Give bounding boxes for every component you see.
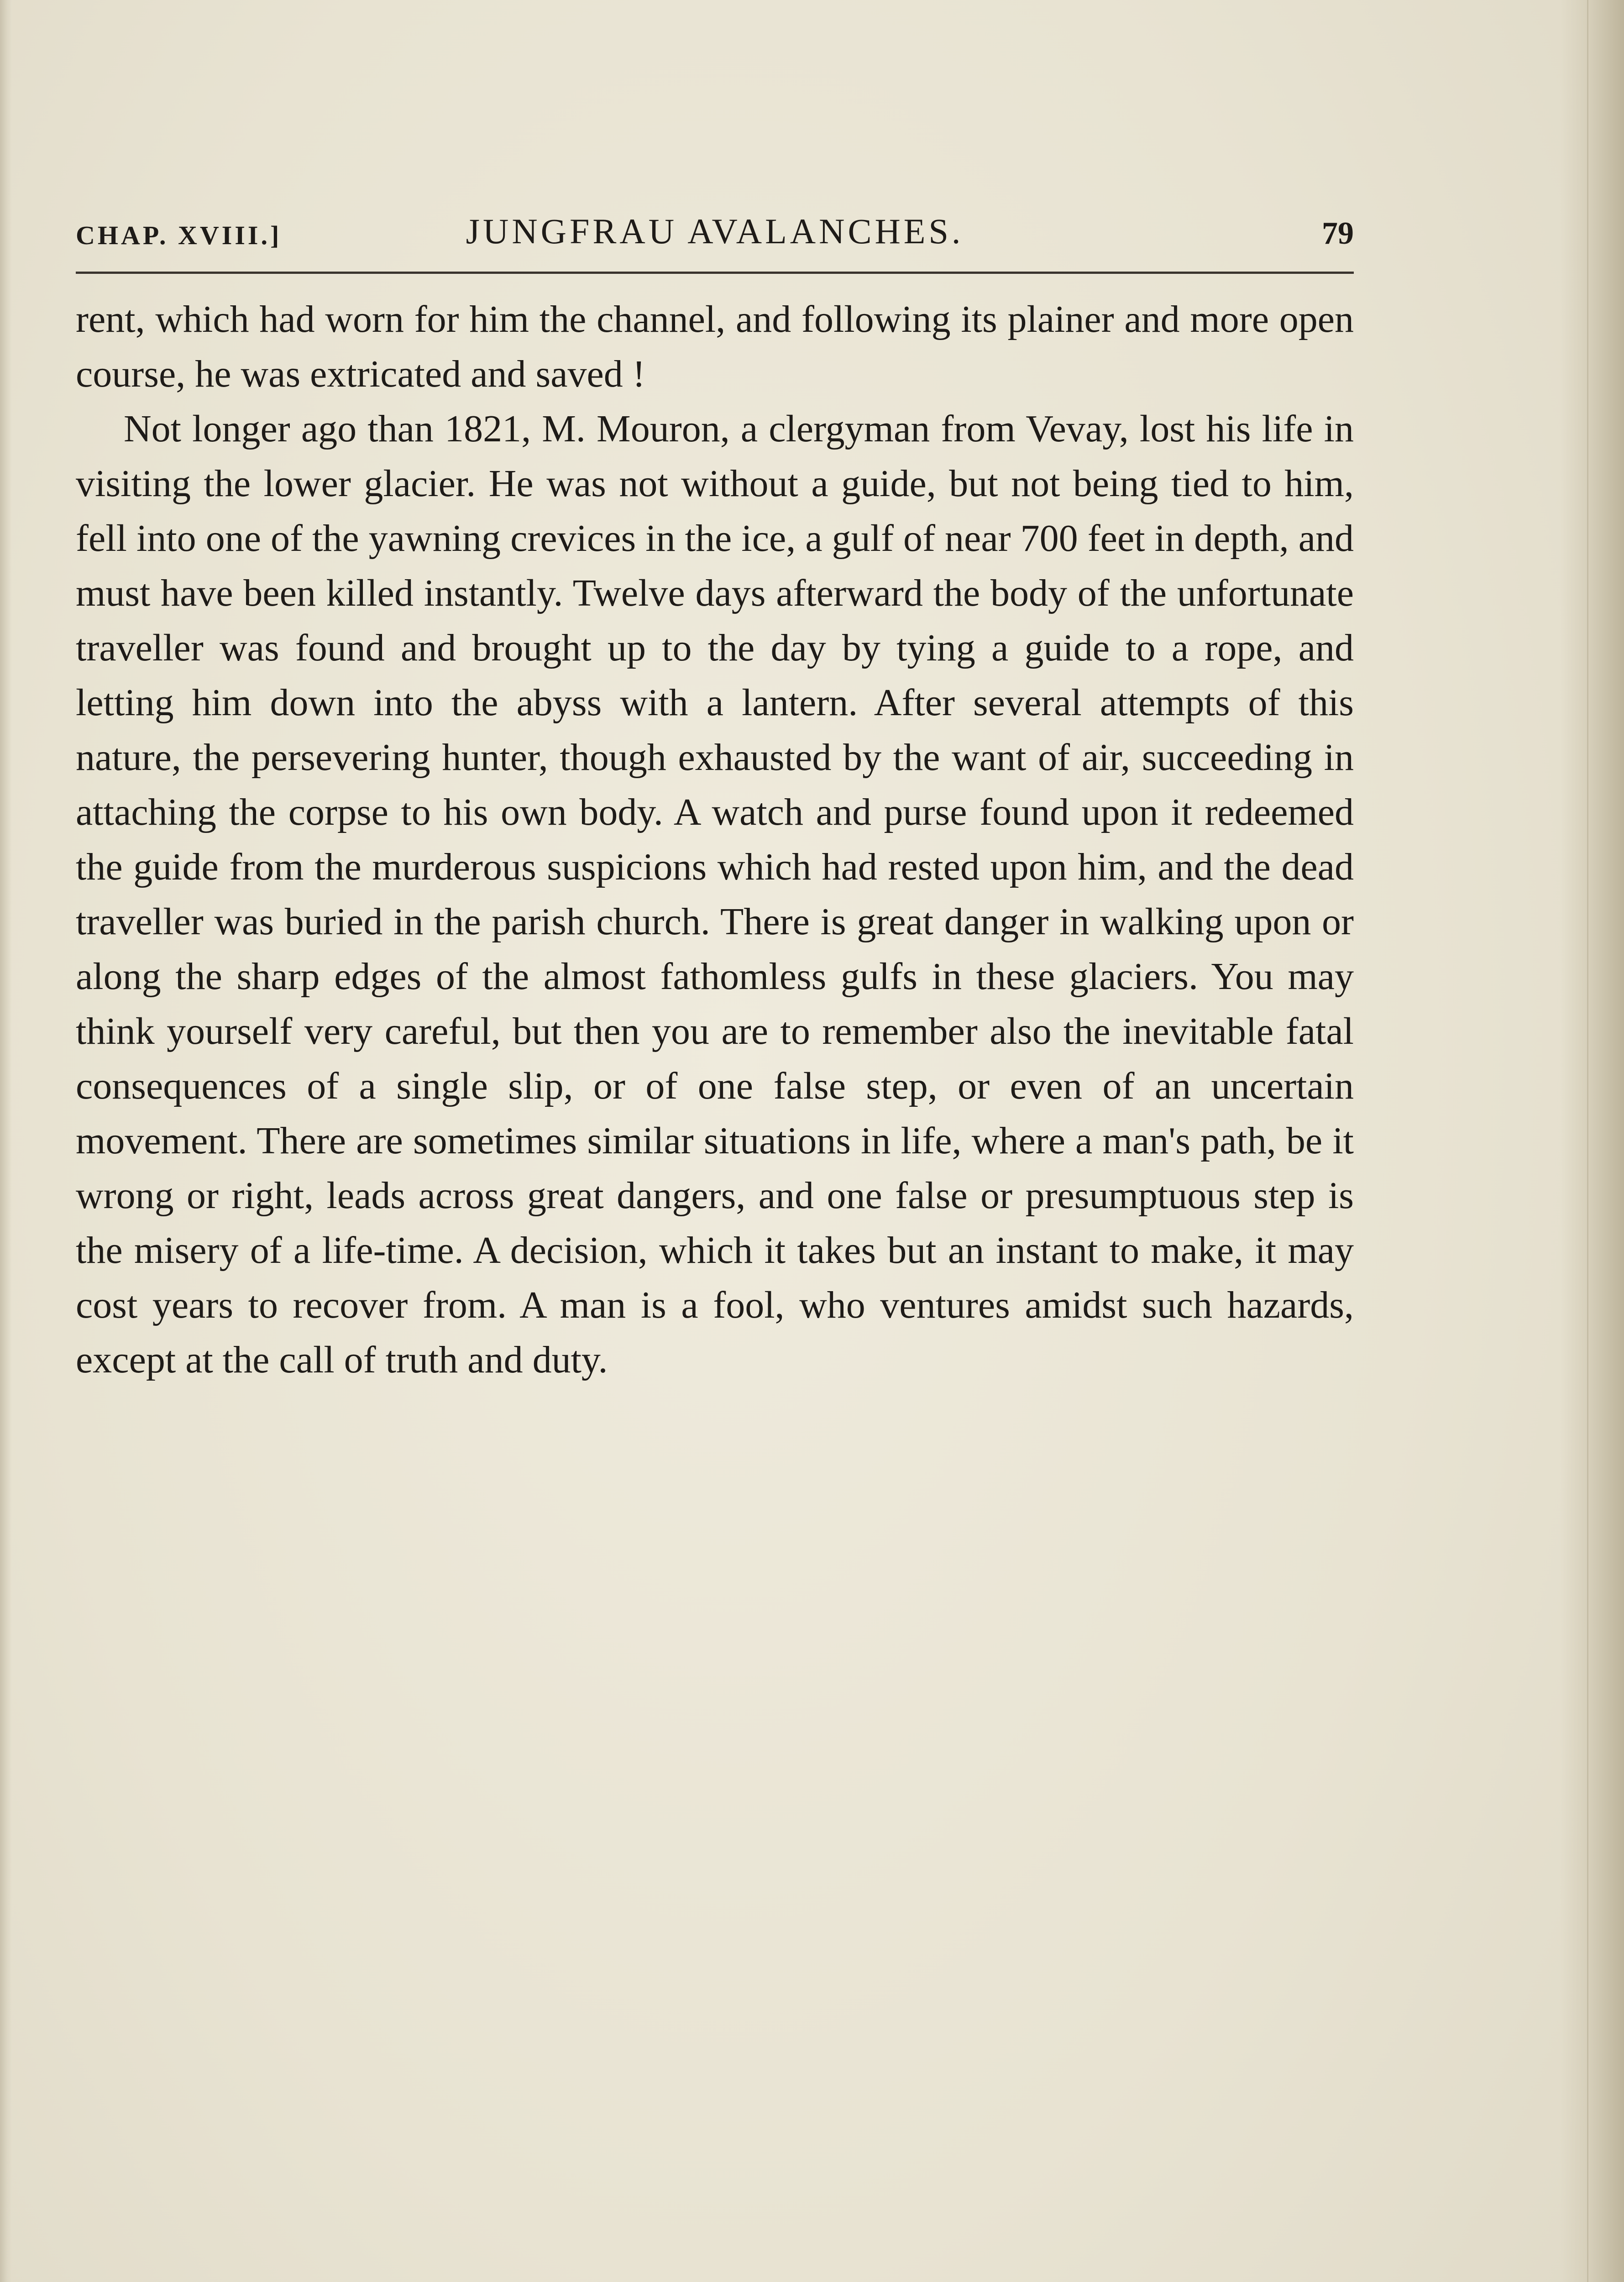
body-text	[76, 292, 1354, 1387]
header-rule	[76, 272, 1354, 274]
paragraph-mouron: Not longer ago than 1821, M. Mouron, a clergyman from Vevay, lost his life in visiting the lower glacier. He was not without a guide, but not being tied to him, fell into one of the yawning crevices in the ice, a gulf of near 700 feet in depth, and must have been killed instantly. Twelve days afterward the body of the unfortunate traveller was found and brought up to the day by tying a guide to a rope, and letting him down into the abyss with a lantern. After several attempts of this nature, the persevering hunter, though exhausted by the want of air, succeeding in attaching the corpse to his own body. A watch and purse found upon it redeemed the guide from the murderous suspicions which had rested upon him, and the dead traveller was buried in the parish church. There is great danger in walking upon or along the sharp edges of the almost fathomless gulfs in these glaciers. You may think yourself very careful, but then you are to remember also the inevitable fatal consequences of a single slip, or of one false step, or even of an uncertain movement. There are sometimes similar situations in life, where a man's path, be it wrong or right, leads across great dangers, and one false or presumptuous step is the misery of a life-time. A decision, which it takes but an instant to make, it may cost years to recover from. A man is a fool, who ventures amidst such hazards, except at the call of truth and duty.	[76, 408, 1354, 1381]
page-right-edge	[1560, 0, 1624, 2282]
running-title: JUNGFRAU AVALANCHES.	[466, 211, 964, 251]
page-gutter-line	[1587, 0, 1588, 2282]
page-number: 79	[1322, 216, 1354, 251]
paragraph-continuation: rent, which had worn for him the channel, and following its plainer and more open course, he was extricated and saved !	[76, 298, 1354, 395]
page-left-edge	[0, 0, 12, 2282]
running-head	[76, 211, 1354, 261]
chapter-reference: CHAP. XVIII.]	[76, 220, 282, 250]
